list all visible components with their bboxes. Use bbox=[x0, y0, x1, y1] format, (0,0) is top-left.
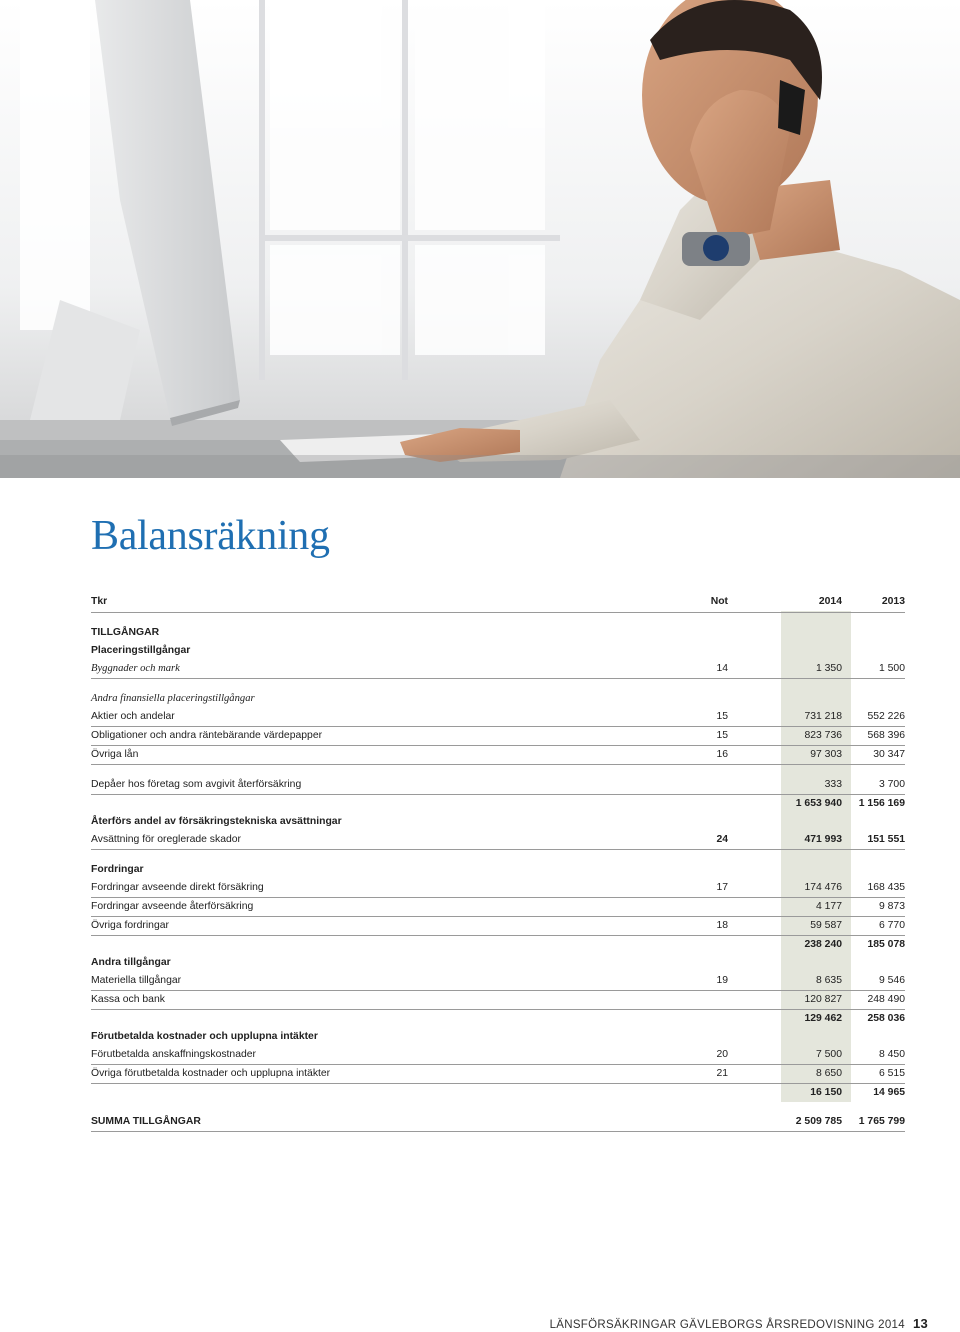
header-note: Not bbox=[710, 596, 728, 607]
row-value-2013: 248 490 bbox=[867, 994, 905, 1005]
row-value-2013: 568 396 bbox=[867, 730, 905, 741]
row-value-2014: 7 500 bbox=[815, 1049, 842, 1060]
row-value-2013: 30 347 bbox=[873, 749, 905, 760]
row-value-2014: 2 509 785 bbox=[795, 1116, 842, 1127]
row-value-2014: 8 635 bbox=[815, 975, 842, 986]
header-2013: 2013 bbox=[881, 596, 905, 607]
row-value-2014: 16 150 bbox=[810, 1087, 842, 1098]
row-note: 14 bbox=[716, 663, 728, 674]
row-note: 15 bbox=[716, 730, 728, 741]
page-number: 13 bbox=[912, 1316, 928, 1331]
row-value-2014: 120 827 bbox=[804, 994, 842, 1005]
row-label: SUMMA TILLGÅNGAR bbox=[91, 1116, 201, 1127]
header-unit: Tkr bbox=[91, 596, 108, 607]
row-value-2013: 6 515 bbox=[878, 1068, 905, 1079]
row-value-2014: 471 993 bbox=[804, 834, 842, 845]
row-value-2014: 59 587 bbox=[810, 920, 842, 931]
row-value-2014: 97 303 bbox=[810, 749, 842, 760]
table-row bbox=[91, 1084, 905, 1102]
table-row bbox=[91, 660, 905, 679]
table-header bbox=[91, 592, 905, 613]
header-photo bbox=[0, 0, 960, 478]
row-label: Kassa och bank bbox=[91, 994, 165, 1005]
table-row bbox=[91, 795, 905, 813]
row-value-2014: 8 650 bbox=[815, 1068, 842, 1079]
header-2014: 2014 bbox=[818, 596, 842, 607]
spacer bbox=[91, 613, 905, 624]
spacer bbox=[91, 850, 905, 861]
office-photo-illustration bbox=[0, 0, 960, 478]
row-label: Förutbetalda kostnader och upplupna intäkter bbox=[91, 1031, 318, 1042]
table-row bbox=[91, 972, 905, 991]
row-label: Andra tillgångar bbox=[91, 957, 171, 968]
table-row bbox=[91, 708, 905, 727]
row-value-2013: 151 551 bbox=[867, 834, 905, 845]
table-row bbox=[91, 954, 905, 972]
row-note: 21 bbox=[716, 1068, 728, 1079]
row-value-2014: 823 736 bbox=[804, 730, 842, 741]
spacer bbox=[91, 1102, 905, 1113]
row-note: 18 bbox=[716, 920, 728, 931]
table-row bbox=[91, 776, 905, 795]
row-label: Avsättning för oreglerade skador bbox=[91, 834, 241, 845]
row-note: 17 bbox=[716, 882, 728, 893]
table-row bbox=[91, 1028, 905, 1046]
row-note: 24 bbox=[716, 834, 728, 845]
page-title: Balansräkning bbox=[91, 513, 330, 559]
row-note: 19 bbox=[716, 975, 728, 986]
table-row bbox=[91, 727, 905, 746]
row-value-2014: 238 240 bbox=[804, 939, 842, 950]
table-row bbox=[91, 1010, 905, 1028]
row-label: Andra finansiella placeringstillgångar bbox=[91, 693, 255, 704]
row-label: Återförs andel av försäkringstekniska avsättningar bbox=[91, 816, 342, 827]
row-label: Övriga lån bbox=[91, 749, 139, 760]
row-value-2013: 1 500 bbox=[878, 663, 905, 674]
row-value-2013: 258 036 bbox=[867, 1013, 905, 1024]
row-label: Övriga fordringar bbox=[91, 920, 169, 931]
row-value-2013: 1 765 799 bbox=[858, 1116, 905, 1127]
row-note: 16 bbox=[716, 749, 728, 760]
table-row bbox=[91, 861, 905, 879]
row-label: Obligationer och andra räntebärande värdepapper bbox=[91, 730, 323, 741]
table-row bbox=[91, 642, 905, 660]
row-value-2014: 731 218 bbox=[804, 711, 842, 722]
row-value-2013: 8 450 bbox=[878, 1049, 905, 1060]
table-row bbox=[91, 1065, 905, 1084]
table-row bbox=[91, 991, 905, 1010]
footer-text: LÄNSFÖRSÄKRINGAR GÄVLEBORGS ÅRSREDOVISNING 2014 bbox=[549, 1319, 905, 1331]
row-value-2014: 1 653 940 bbox=[795, 798, 842, 809]
row-value-2013: 3 700 bbox=[878, 779, 905, 790]
row-label: Fordringar bbox=[91, 864, 144, 875]
row-value-2014: 129 462 bbox=[804, 1013, 842, 1024]
spacer bbox=[91, 679, 905, 690]
row-value-2013: 1 156 169 bbox=[858, 798, 905, 809]
row-label: Fordringar avseende direkt försäkring bbox=[91, 882, 264, 893]
row-value-2013: 552 226 bbox=[867, 711, 905, 722]
table-row bbox=[91, 746, 905, 765]
balance-sheet-table bbox=[91, 592, 905, 1132]
row-value-2013: 9 546 bbox=[878, 975, 905, 986]
row-label: Placeringstillgångar bbox=[91, 645, 191, 656]
row-label: TILLGÅNGAR bbox=[91, 627, 160, 638]
row-value-2014: 1 350 bbox=[815, 663, 842, 674]
row-label: Depåer hos företag som avgivit återförsäkring bbox=[91, 779, 302, 790]
table-row bbox=[91, 690, 905, 708]
row-value-2014: 333 bbox=[824, 779, 842, 790]
table-row bbox=[91, 813, 905, 831]
row-note: 15 bbox=[716, 711, 728, 722]
row-value-2013: 168 435 bbox=[867, 882, 905, 893]
row-value-2013: 14 965 bbox=[873, 1087, 905, 1098]
spacer bbox=[91, 765, 905, 776]
page-footer bbox=[550, 1316, 928, 1331]
row-label: Byggnader och mark bbox=[91, 663, 180, 674]
table-row bbox=[91, 898, 905, 917]
table-row bbox=[91, 917, 905, 936]
row-label: Materiella tillgångar bbox=[91, 975, 182, 986]
table-row bbox=[91, 936, 905, 954]
table-row bbox=[91, 1113, 905, 1132]
row-label: Aktier och andelar bbox=[91, 711, 175, 722]
row-value-2013: 6 770 bbox=[878, 920, 905, 931]
row-label: Övriga förutbetalda kostnader och upplupna intäkter bbox=[91, 1068, 331, 1079]
row-note: 20 bbox=[716, 1049, 728, 1060]
table-row bbox=[91, 831, 905, 850]
table-row bbox=[91, 1046, 905, 1065]
row-value-2013: 9 873 bbox=[878, 901, 905, 912]
table-row bbox=[91, 879, 905, 898]
row-value-2014: 4 177 bbox=[815, 901, 842, 912]
row-value-2014: 174 476 bbox=[804, 882, 842, 893]
row-value-2013: 185 078 bbox=[867, 939, 905, 950]
row-label: Förutbetalda anskaffningskostnader bbox=[91, 1049, 257, 1060]
table-row bbox=[91, 624, 905, 642]
row-label: Fordringar avseende återförsäkring bbox=[91, 901, 254, 912]
